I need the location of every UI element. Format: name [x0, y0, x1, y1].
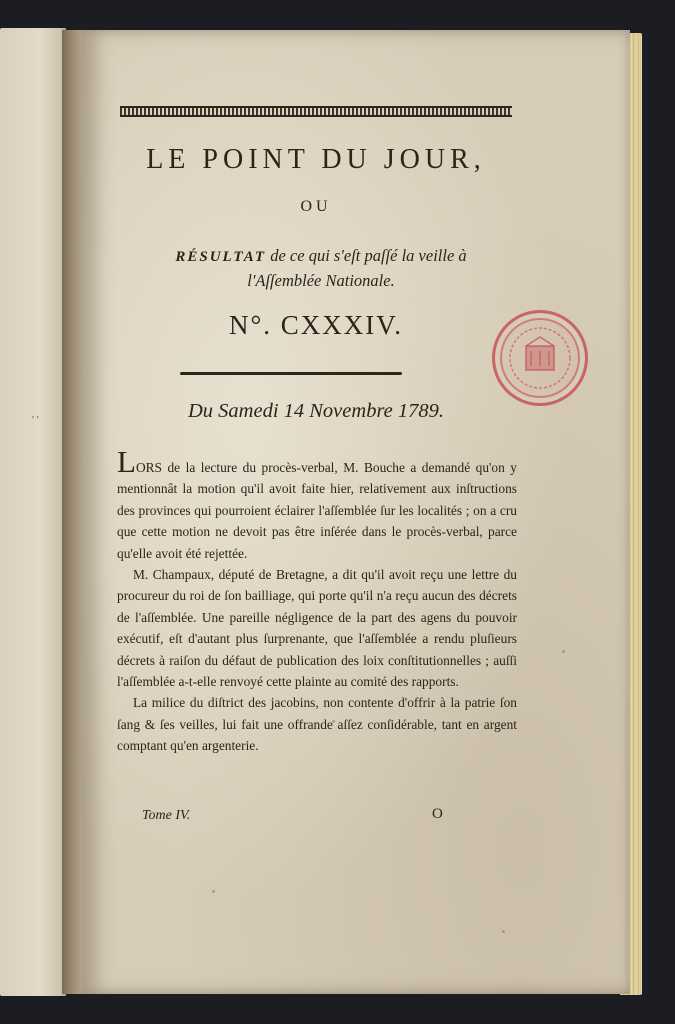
facing-page-mark: ' ': [32, 414, 39, 426]
subtitle-line1: de ce qui s'eſt paſſé la veille à: [266, 246, 467, 265]
volume-label: Tome IV.: [142, 808, 191, 823]
signature-mark: O: [432, 806, 443, 822]
article-body: [117, 444, 517, 757]
document-page: [82, 30, 630, 994]
title-conjunction: OU: [300, 198, 332, 215]
journal-title: LE POINT DU JOUR,: [146, 144, 486, 175]
middle-rule: [180, 372, 402, 375]
subtitle-line2: l'Aſſemblée Nationale.: [247, 271, 395, 290]
paper-speck: [502, 930, 505, 933]
paragraph-1: [117, 444, 517, 564]
top-ornamental-rule: [120, 106, 512, 117]
paper-speck: [332, 720, 335, 723]
journal-subtitle: [140, 244, 502, 293]
issue-number: N°. CXXXIV.: [228, 310, 404, 340]
paragraph-1-text: ORS de la lecture du procès-verbal, M. Bouche a demandé qu'on y mentionnât la motion qu'il avoit faite hier, relativement aux inſtructions des provinces qui pourroient éclairer l'aſſemblée ſur les localités ; on a cru que cette motion ne devoit pas être inſérée dans le procès-verbal, parce qu'elle avoit été rejettée.: [117, 460, 517, 561]
paper-speck: [212, 890, 215, 893]
paper-speck: [562, 650, 565, 653]
subtitle-lead: RÉSULTAT: [175, 249, 267, 265]
issue-date: Du Samedi 14 Novembre 1789.: [187, 400, 445, 422]
paragraph-3: La milice du diſtrict des jacobins, non contente d'offrir à la patrie ſon ſang & ſes veilles, lui fait une offrande aſſez conſidérable, tant en argent comptant qu'en argenterie.: [117, 695, 517, 754]
paragraph-2: M. Champaux, député de Bretagne, a dit qu'il avoit reçu une lettre du procureur du roi de ſon bailliage, qui porte qu'il n'a reçu aucun des décrets de l'aſſemblée. Une pareille négligence de la part des agens du pouvoir exécutif, eſt d'autant plus ſurprenante, que l'aſſemblée a rendu pluſieurs décrets à raiſon du défaut de publication des loix conſtitutionnelles ; auſſi l'aſſemblée a-t-elle renvoyé cette plainte au comité des rapports.: [117, 567, 517, 690]
library-seal-icon: [492, 310, 588, 406]
drop-cap: L: [117, 444, 136, 479]
